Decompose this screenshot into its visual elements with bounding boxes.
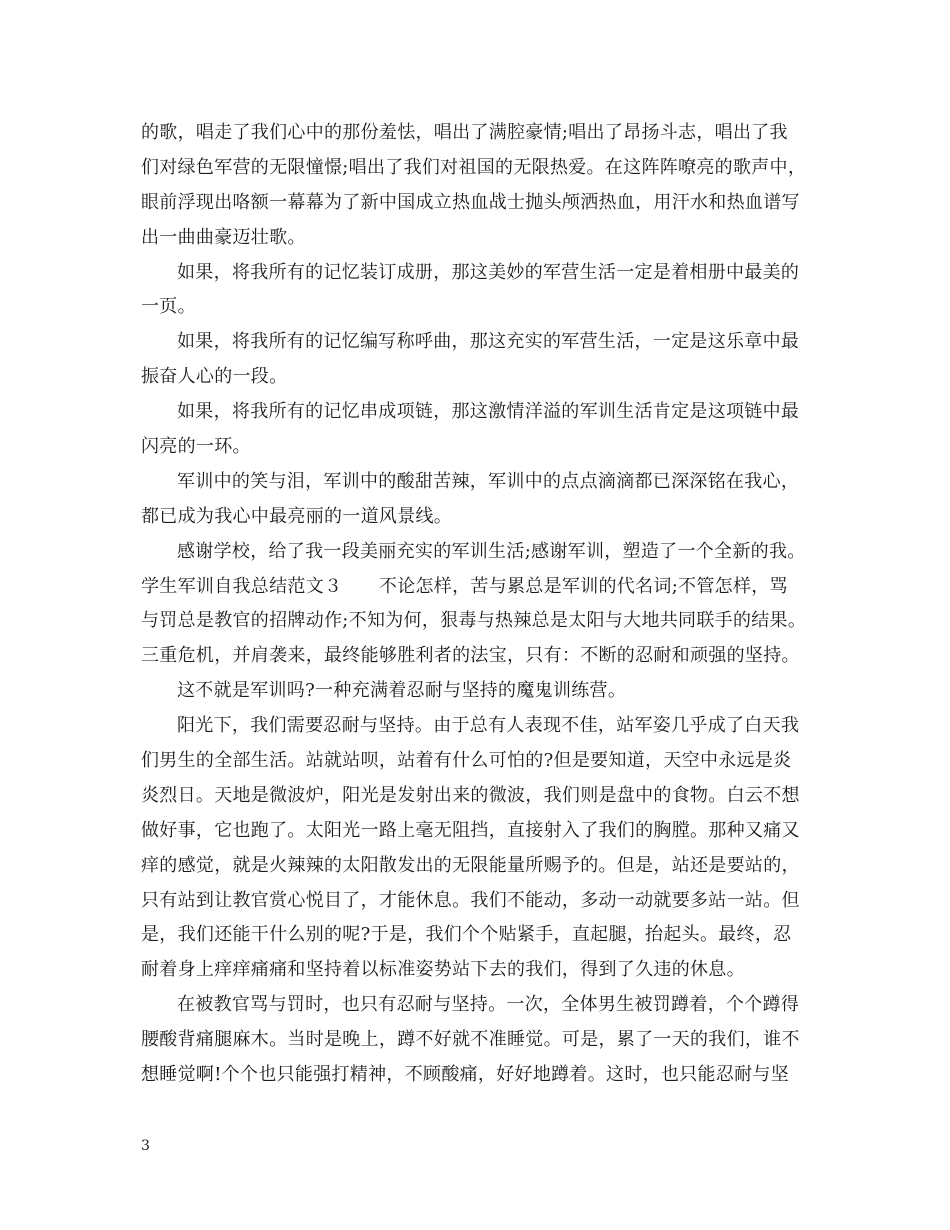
text-line: 军训中的笑与泪，军训中的酸甜苦辣，军训中的点点滴滴都已深深铭在我心， <box>177 470 800 492</box>
text-line: 们对绿色军营的无限憧憬;唱出了我们对祖国的无限热爱。在这阵阵嘹亮的歌声中， <box>141 156 807 178</box>
text-line: 炎烈日。天地是微波炉，阳光是发射出来的微波，我们则是盘中的食物。白云不想 <box>141 784 800 806</box>
text-line: 振奋人心的一段。 <box>141 366 288 388</box>
text-line: 如果，将我所有的记忆串成项链，那这激情洋溢的军训生活肯定是这项链中最 <box>177 401 800 423</box>
text-line: 出一曲曲豪迈壮歌。 <box>141 226 306 248</box>
text-line: 在被教官骂与罚时，也只有忍耐与坚持。一次，全体男生被罚蹲着，个个蹲得 <box>177 994 800 1016</box>
text-line: 都已成为我心中最亮丽的一道风景线。 <box>141 505 453 527</box>
text-line: 想睡觉啊!个个也只能强打精神，不顾酸痛，好好地蹲着。这时，也只能忍耐与坚 <box>141 1064 790 1086</box>
text-line: 学生军训自我总结范文３ 不论怎样，苦与累总是军训的代名词;不管怎样，骂 <box>141 575 788 597</box>
text-line: 是，我们还能干什么别的呢?于是，我们个个贴紧手，直起腿，抬起头。最终，忍 <box>141 924 792 946</box>
text-line: 这不就是军训吗?一种充满着忍耐与坚持的魔鬼训练营。 <box>177 680 627 702</box>
text-line: 感谢学校，给了我一段美丽充实的军训生活;感谢军训，塑造了一个全新的我。 <box>177 540 806 562</box>
text-line: 耐着身上痒痒痛痛和坚持着以标准姿势站下去的我们，得到了久违的休息。 <box>141 959 745 981</box>
text-line: 只有站到让教官赏心悦目了，才能休息。我们不能动，多动一动就要多站一站。但 <box>141 889 800 911</box>
text-line: 痒的感觉，就是火辣辣的太阳散发出的无限能量所赐予的。但是，站还是要站的， <box>141 854 800 876</box>
text-line: 闪亮的一环。 <box>141 436 251 458</box>
text-line: 如果，将我所有的记忆装订成册，那这美妙的军营生活一定是着相册中最美的 <box>177 261 800 283</box>
text-line: 的歌，唱走了我们心中的那份羞怯，唱出了满腔豪情;唱出了昂扬斗志，唱出了我 <box>141 122 788 143</box>
text-line: 阳光下，我们需要忍耐与坚持。由于总有人表现不佳，站军姿几乎成了白天我 <box>177 715 800 737</box>
text-line: 三重危机，并肩袭来，最终能够胜利者的法宝，只有：不断的忍耐和顽强的坚持。 <box>141 645 800 667</box>
text-line: 做好事，它也跑了。太阳光一路上毫无阻挡，直接射入了我们的胸膛。那种又痛又 <box>141 819 800 841</box>
text-line: 如果，将我所有的记忆编写称呼曲，那这充实的军营生活，一定是这乐章中最 <box>177 331 800 353</box>
page-number: 3 <box>141 1138 150 1154</box>
text-line: 一页。 <box>141 296 196 318</box>
text-line: 腰酸背痛腿麻木。当时是晚上，蹲不好就不准睡觉。可是，累了一天的我们，谁不 <box>141 1029 800 1051</box>
text-line: 眼前浮现出咯额一幕幕为了新中国成立热血战士抛头颅洒热血，用汗水和热血谱写 <box>141 191 800 213</box>
body-text <box>141 116 821 1093</box>
text-line: 们男生的全部生活。站就站呗，站着有什么可怕的?但是要知道，天空中永远是炎 <box>141 750 792 772</box>
text-line: 与罚总是教官的招牌动作;不知为何，狠毒与热辣总是太阳与大地共同联手的结果。 <box>141 610 807 632</box>
